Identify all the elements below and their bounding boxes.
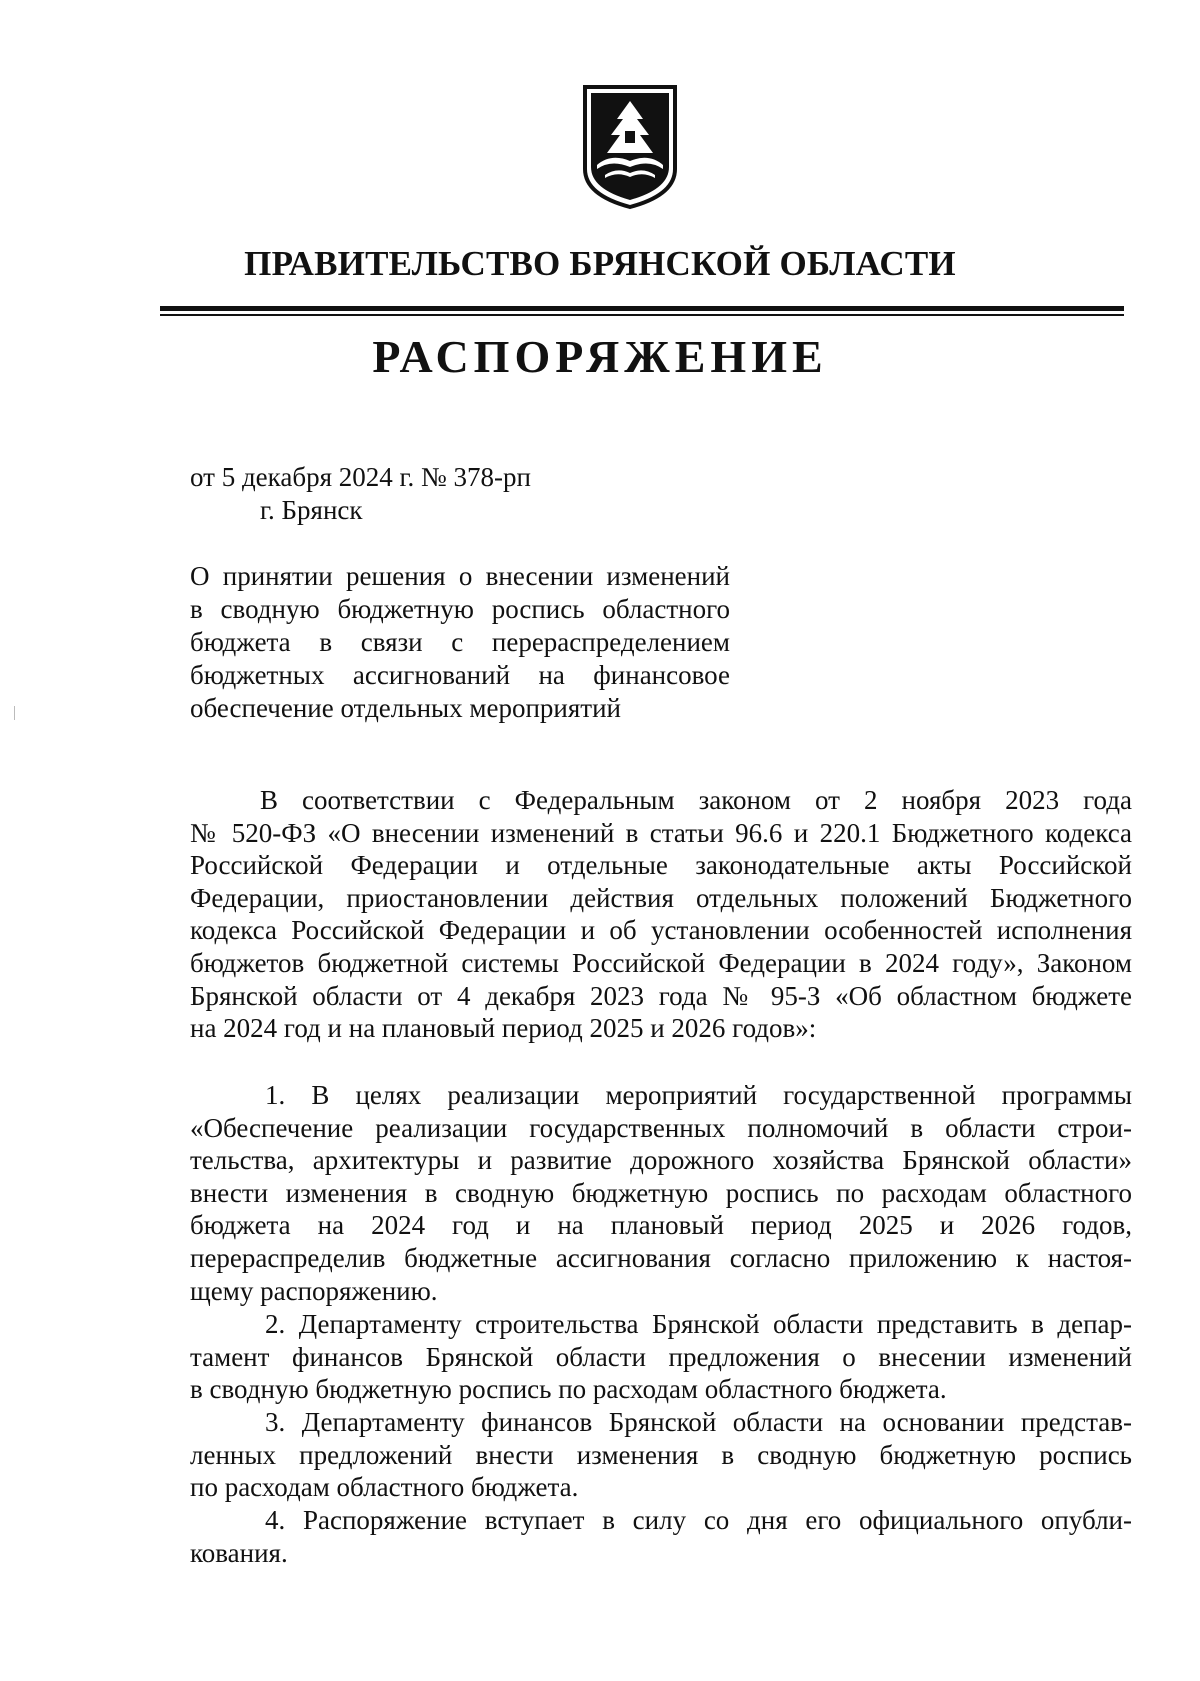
subject-line: О принятии решения о внесении изменений bbox=[190, 561, 730, 591]
item-1-paragraph bbox=[190, 1079, 1132, 1307]
paragraph-line: Федерации, приостановлении действия отдельных положений Бюджетного bbox=[190, 882, 1132, 913]
date-number-line: от 5 декабря 2024 г. № 378-рп bbox=[190, 462, 531, 492]
paragraph-line: 2. Департаменту строительства Брянской области представить в депар- bbox=[265, 1309, 1132, 1339]
paragraph-line: бюджетов бюджетной системы Российской Федерации в 2024 году», Законом bbox=[190, 947, 1132, 978]
preamble-paragraph bbox=[190, 784, 1132, 1045]
paragraph-line: тамент финансов Брянской области предложения о внесении изменений bbox=[190, 1341, 1132, 1372]
document-type-title: РАСПОРЯЖЕНИЕ bbox=[372, 331, 828, 382]
paragraph-line: на 2024 год и на плановый период 2025 и 2026 годов»: bbox=[190, 1013, 817, 1044]
paragraph-line: Российской Федерации и отдельные законодательные акты Российской bbox=[190, 850, 1132, 881]
header-divider-thick bbox=[160, 306, 1124, 311]
paragraph-line: тельства, архитектуры и развитие дорожного хозяйства Брянской области» bbox=[190, 1145, 1132, 1176]
paragraph-line: № 520-ФЗ «О внесении изменений в статьи 96.6 и 220.1 Бюджетного кодекса bbox=[190, 817, 1132, 848]
paragraph-line: кования. bbox=[190, 1537, 288, 1568]
paragraph-line: по расходам областного бюджета. bbox=[190, 1472, 579, 1503]
paragraph-line: 4. Распоряжение вступает в силу со дня его официального опубли- bbox=[265, 1505, 1132, 1535]
paragraph-line: «Обеспечение реализации государственных полномочий в области строи- bbox=[190, 1112, 1132, 1143]
subject-line: обеспечение отдельных мероприятий bbox=[190, 693, 621, 723]
item-2-paragraph bbox=[190, 1308, 1132, 1406]
paragraph-line: перераспределив бюджетные ассигнования согласно приложению к настоя- bbox=[190, 1242, 1132, 1273]
paragraph-line: ленных предложений внести изменения в сводную бюджетную роспись bbox=[190, 1439, 1132, 1470]
item-4-paragraph bbox=[190, 1504, 1132, 1569]
paragraph-line: бюджета на 2024 год и на плановый период 2025 и 2026 годов, bbox=[190, 1210, 1132, 1241]
paragraph-line: Брянской области от 4 декабря 2023 года № 95-З «Об областном бюджете bbox=[190, 980, 1132, 1011]
subject-line: бюджетных ассигнований на финансовое bbox=[190, 660, 730, 690]
scan-artifact bbox=[14, 706, 15, 720]
paragraph-line: 3. Департаменту финансов Брянской области на основании представ- bbox=[265, 1407, 1132, 1437]
paragraph-line: кодекса Российской Федерации и об установлении особенностей исполнения bbox=[190, 915, 1132, 946]
subject-line: в сводную бюджетную роспись областного bbox=[190, 594, 730, 624]
document-subject bbox=[190, 560, 730, 725]
paragraph-line: 1. В целях реализации мероприятий государственной программы bbox=[265, 1080, 1132, 1110]
city-line: г. Брянск bbox=[260, 495, 363, 525]
item-3-paragraph bbox=[190, 1406, 1132, 1504]
paragraph-line: внести изменения в сводную бюджетную роспись по расходам областного bbox=[190, 1177, 1132, 1208]
subject-line: бюджета в связи с перераспределением bbox=[190, 627, 730, 657]
bryansk-coat-of-arms-icon bbox=[581, 83, 679, 211]
paragraph-line: В соответствии с Федеральным законом от 2 ноября 2023 года bbox=[260, 785, 1132, 815]
header-divider-thin bbox=[160, 314, 1124, 316]
paragraph-line: щему распоряжению. bbox=[190, 1275, 438, 1306]
paragraph-line: в сводную бюджетную роспись по расходам областного бюджета. bbox=[190, 1374, 947, 1405]
organization-title: ПРАВИТЕЛЬСТВО БРЯНСКОЙ ОБЛАСТИ bbox=[244, 244, 956, 283]
